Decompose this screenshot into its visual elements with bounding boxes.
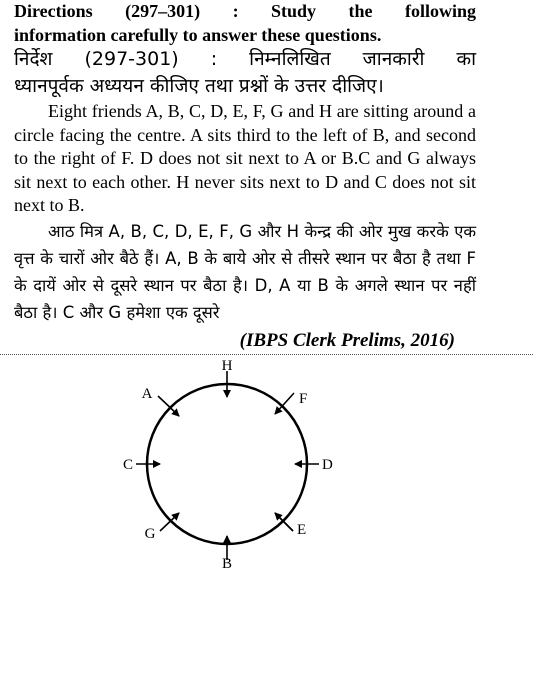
seat-arrow-e-head: [275, 513, 293, 531]
directions-heading: [14, 0, 476, 47]
seat-label-c: C: [122, 457, 134, 473]
english-paragraph-text: Eight friends A, B, C, D, E, F, G and H are sitting around a circle facing the centre. A sits third to the left of B, and second to the right of F. D does not sit next to A or B.C and G always sit next to each other. H never sits next to D and C does not sit next to B.: [14, 101, 476, 215]
source-citation: (IBPS Clerk Prelims, 2016): [239, 330, 455, 351]
directions-line-2: information carefully to answer these questions.: [14, 24, 382, 45]
seat-label-d: D: [322, 457, 333, 473]
hindi-paragraph: [14, 218, 476, 326]
english-paragraph: [14, 100, 476, 218]
hindi-paragraph-text: आठ मित्र A, B, C, D, E, F, G और H केन्द्र की ओर मुख करके एक वृत्त के चारों ओर बैठे हैं। A, B के बाये ओर से तीसरे स्थान पर बैठा है तथा F के दायें ओर से दूसरे स्थान पर बैठा है। D, A या B के अगले स्थान पर नहीं बैठा है। C और G हमेशा एक दूसरे: [14, 222, 476, 322]
seat-label-b: B: [221, 556, 233, 572]
hindi-directions-line-2: ध्यानपूर्वक अध्ययन कीजिए तथा प्रश्नों के उत्तर दीजिए।: [14, 75, 384, 97]
seat-label-a: A: [141, 386, 153, 402]
seat-label-g: G: [144, 526, 156, 542]
hindi-directions-line-1: निर्देश (297-301) : निम्नलिखित जानकारी का: [14, 48, 476, 70]
seat-label-e: E: [297, 522, 307, 538]
seat-arrow-g: [160, 513, 179, 531]
hindi-directions: [14, 46, 476, 100]
section-divider: [0, 354, 533, 355]
seat-arrow-a: [158, 396, 179, 416]
seat-label-f: F: [299, 391, 308, 407]
seat-label-h: H: [221, 358, 233, 374]
directions-line-1: Directions (297–301) : Study the following: [14, 1, 476, 21]
seating-circle-diagram: [100, 356, 360, 574]
